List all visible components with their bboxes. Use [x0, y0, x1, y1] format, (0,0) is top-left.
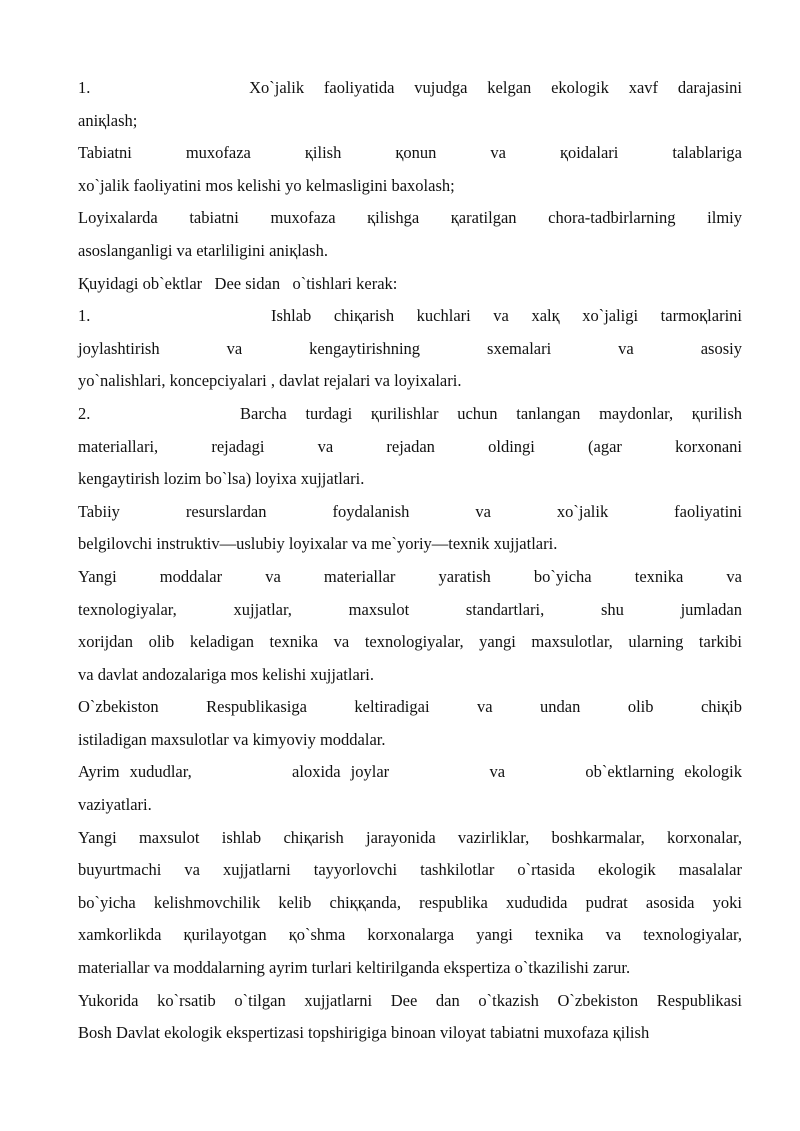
text-line: belgilovchi instruktiv—uslubiy loyixalar va me`yoriy—texnik xujjatlari. — [78, 534, 558, 554]
text-line: Yangi moddalar va materiallar yaratish bo`yicha texnika va — [78, 566, 742, 586]
text-line: 1. Ishlab chiқarish kuchlari va xalқ xo`jaligi tarmoқlarini — [78, 306, 742, 326]
text-line: Yukorida ko`rsatib o`tilgan xujjatlarni Dee dan o`tkazish O`zbekiston Respublikasi — [78, 990, 742, 1010]
text-line: Loyixalarda tabiatni muxofaza қilishga қaratilgan chora-tadbirlarning ilmiy — [78, 208, 742, 228]
text-line: istiladigan maxsulotlar va kimyoviy moddalar. — [78, 729, 386, 749]
text-line: aniқlash; — [78, 110, 138, 130]
text-line: Қuyidagi ob`ektlar Dee sidan o`tishlari kerak: — [78, 273, 398, 293]
text-line: Tabiiy resurslardan foydalanish va xo`jalik faoliyatini — [78, 501, 742, 521]
text-line: yo`nalishlari, koncepciyalari , davlat rejalari va loyixalari. — [78, 371, 462, 391]
text-line: materiallari, rejadagi va rejadan oldingi (agar korxonani — [78, 436, 742, 456]
text-line: Tabiatni muxofaza қilish қonun va қoidalari talablariga — [78, 143, 742, 163]
text-line: va davlat andozalariga mos kelishi xujjatlari. — [78, 664, 374, 684]
text-line: O`zbekiston Respublikasiga keltiradigai va undan olib chiқib — [78, 697, 742, 717]
text-line: bo`yicha kelishmovchilik kelib chiққanda, respublika xududida pudrat asosida yoki — [78, 892, 742, 912]
text-line: 2. Barcha turdagi қurilishlar uchun tanlangan maydonlar, қurilish — [78, 403, 742, 423]
text-line: Ayrim xududlar, aloxida joylar va ob`ektlarning ekologik — [78, 762, 742, 782]
text-line: buyurtmachi va xujjatlarni tayyorlovchi tashkilotlar o`rtasida ekologik masalalar — [78, 860, 742, 880]
text-line: asoslanganligi va etarliligini aniқlash. — [78, 240, 328, 260]
text-line: 1. Xo`jalik faoliyatida vujudga kelgan ekologik xavf darajasini — [78, 78, 742, 97]
text-line: Bosh Davlat ekologik ekspertizasi topshirigiga binoan viloyat tabiatni muxofaza қilish — [78, 1023, 650, 1043]
text-line: joylashtirish va kengaytirishning sxemalari va asosiy — [78, 338, 742, 358]
text-line: materiallar va moddalarning ayrim turlari keltirilganda ekspertiza o`tkazilishi zarur. — [78, 958, 631, 978]
text-line: kengaytirish lozim bo`lsa) loyixa xujjatlari. — [78, 469, 365, 489]
text-line: xamkorlikda қurilayotgan қo`shma korxonalarga yangi texnika va texnologiyalar, — [78, 925, 742, 945]
text-line: texnologiyalar, xujjatlar, maxsulot standartlari, shu jumladan — [78, 599, 742, 619]
text-line: xo`jalik faoliyatini mos kelishi yo kelmasligini baxolash; — [78, 175, 455, 195]
text-line: xorijdan olib keladigan texnika va texnologiyalar, yangi maxsulotlar, ularning tarkibi — [78, 632, 742, 652]
text-line: Yangi maxsulot ishlab chiқarish jarayonida vazirliklar, boshkarmalar, korxonalar, — [78, 827, 742, 847]
document-page — [78, 72, 742, 1050]
text-line: vaziyatlari. — [78, 795, 152, 815]
